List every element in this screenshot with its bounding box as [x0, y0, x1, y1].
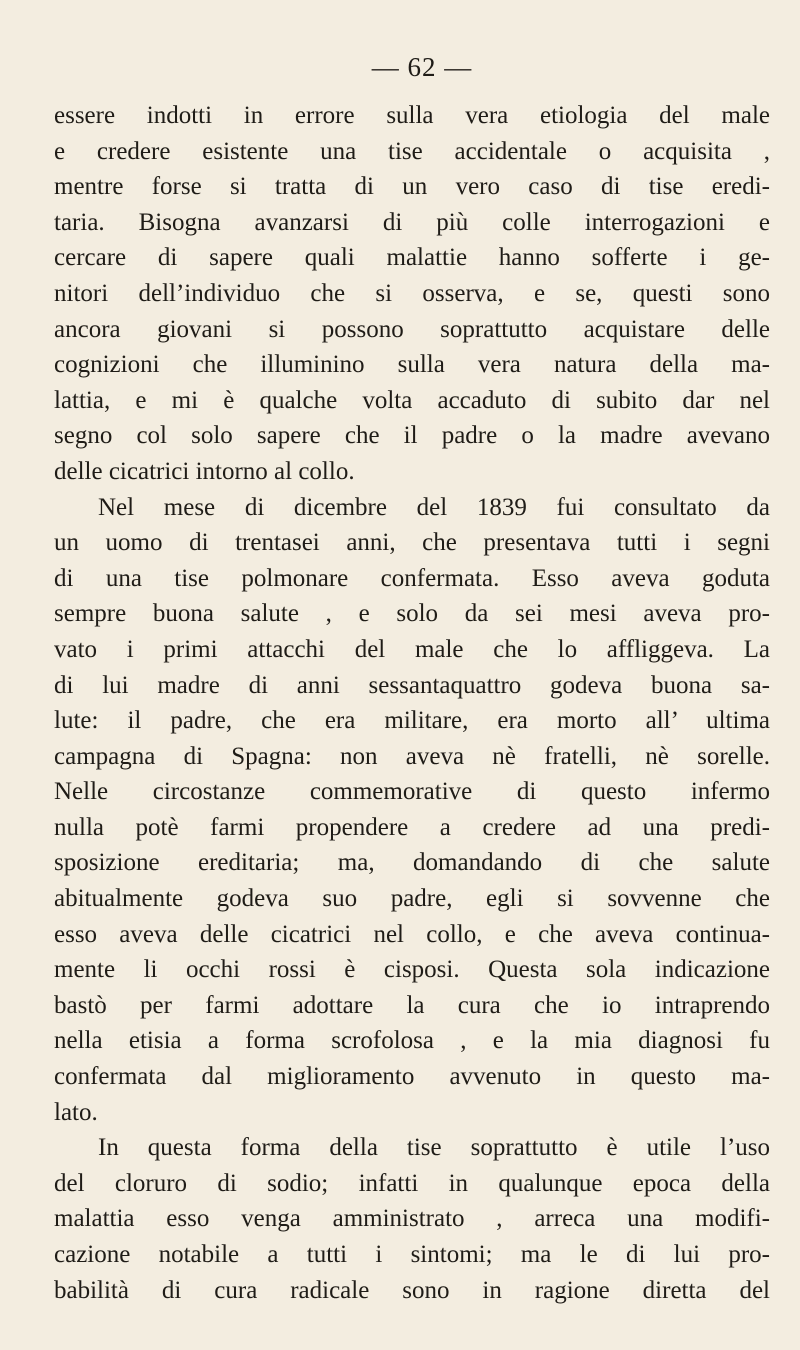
text-line: malattia esso venga amministrato , arreca una modifi- — [54, 1205, 770, 1233]
text-line: cazione notabile a tutti i sintomi; ma le di lui pro- — [54, 1241, 770, 1268]
text-line: un uomo di trentasei anni, che presentava tutti i segni — [54, 529, 770, 557]
text-line: lattia, e mi è qualche volta accaduto di subito dar nel — [54, 386, 770, 414]
text-line: cognizioni che illuminino sulla vera natura della ma- — [54, 351, 770, 379]
text-line: confermata dal miglioramento avvenuto in questo ma- — [54, 1063, 770, 1091]
text-line: In questa forma della tise soprattutto è utile l’uso — [98, 1134, 770, 1162]
text-line: bastò per farmi adottare la cura che io intraprendo — [54, 991, 770, 1019]
text-line: taria. Bisogna avanzarsi di più colle interrogazioni e — [54, 208, 770, 236]
text-line: campagna di Spagna: non aveva nè fratelli, nè sorelle. — [54, 742, 770, 770]
text-line: ancora giovani si possono soprattutto acquistare delle — [54, 315, 770, 343]
text-line: babilità di cura radicale sono in ragione diretta del — [54, 1276, 770, 1304]
text-line: sposizione ereditaria; ma, domandando di che salute — [54, 849, 770, 877]
text-line: sempre buona salute , e solo da sei mesi aveva pro- — [54, 600, 770, 628]
text-line: abitualmente godeva suo padre, egli si sovvenne che — [54, 885, 770, 913]
text-line: del cloruro di sodio; infatti in qualunque epoca della — [54, 1169, 770, 1197]
text-line: di lui madre di anni sessantaquattro godeva buona sa- — [54, 671, 770, 699]
text-line: nella etisia a forma scrofolosa , e la mia diagnosi fu — [54, 1027, 770, 1055]
page-text — [54, 98, 770, 1308]
text-line: nulla potè farmi propendere a credere ad una predi- — [54, 813, 770, 841]
text-line: cercare di sapere quali malattie hanno sofferte i ge- — [54, 244, 770, 272]
text-line: e credere esistente una tise accidentale o acquisita , — [54, 137, 770, 165]
text-line: essere indotti in errore sulla vera etiologia del male — [54, 102, 770, 129]
text-line: Nelle circostanze commemorative di questo infermo — [54, 778, 770, 806]
page-number: — 62 — — [371, 52, 473, 82]
text-line: delle cicatrici intorno al collo. — [54, 457, 355, 485]
text-line: lute: il padre, che era militare, era morto all’ ultima — [54, 707, 770, 735]
text-line: mente li occhi rossi è cisposi. Questa sola indicazione — [54, 956, 770, 984]
text-line: esso aveva delle cicatrici nel collo, e che aveva continua- — [54, 920, 770, 948]
text-line: Nel mese di dicembre del 1839 fui consultato da — [98, 493, 770, 521]
text-line: nitori dell’individuo che si osserva, e se, questi sono — [54, 279, 770, 307]
text-line: mentre forse si tratta di un vero caso di tise eredi- — [54, 173, 770, 201]
text-line: lato. — [54, 1098, 98, 1126]
text-line: di una tise polmonare confermata. Esso aveva goduta — [54, 564, 770, 592]
text-line: vato i primi attacchi del male che lo affliggeva. La — [54, 635, 770, 663]
text-line: segno col solo sapere che il padre o la madre avevano — [54, 422, 770, 450]
